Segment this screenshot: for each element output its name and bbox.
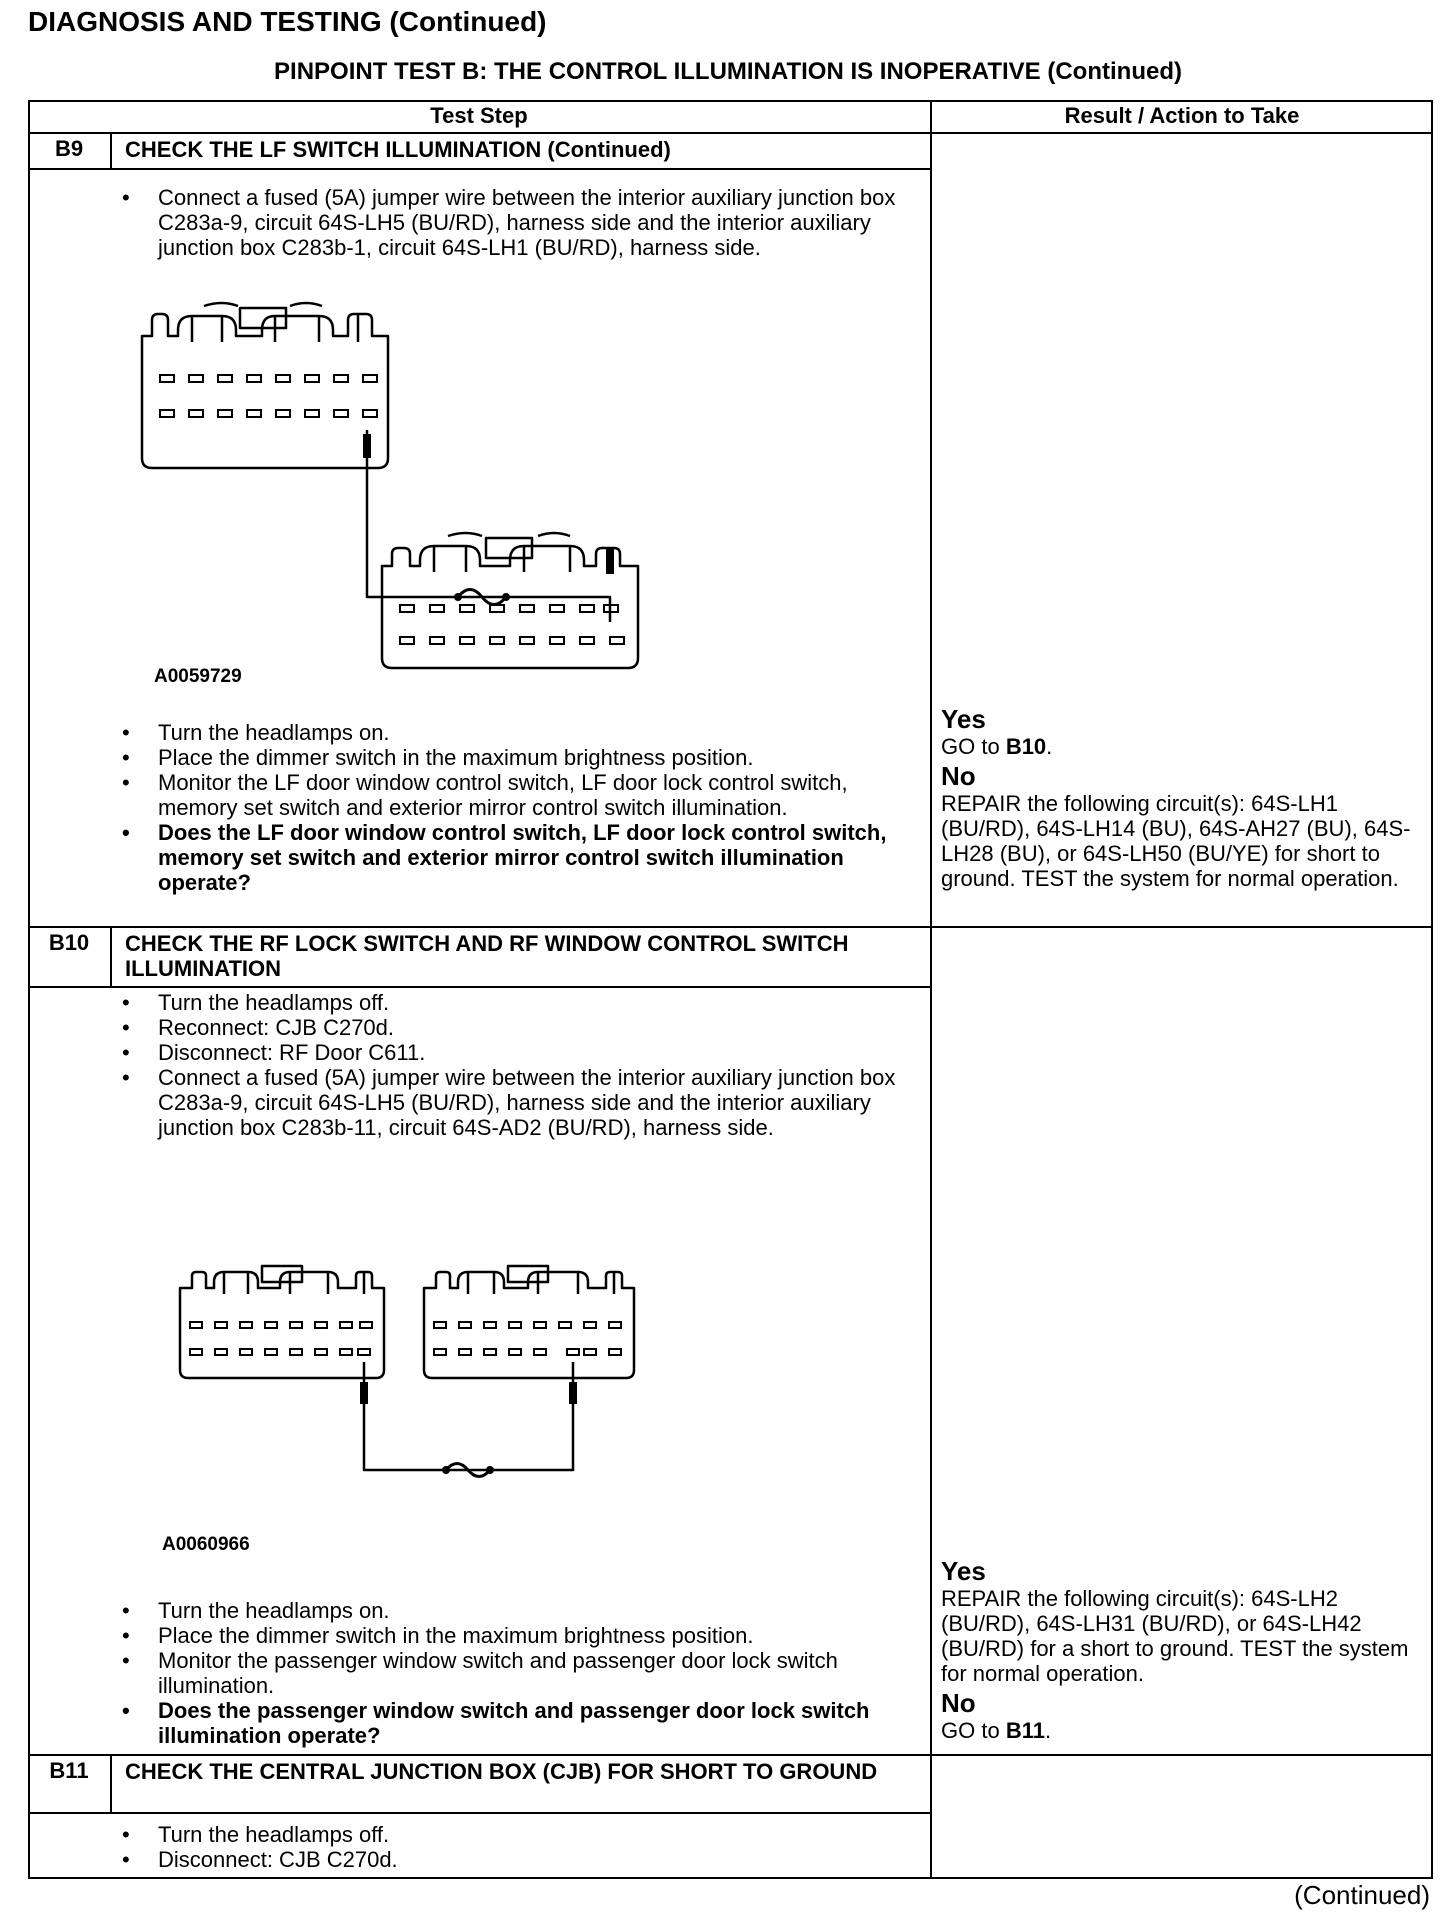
- b9-yes-text: GO to: [941, 734, 1000, 759]
- b10-result: Yes REPAIR the following circuit(s): 64S-LH2 (BU/RD), 64S-LH31 (BU/RD), or 64S-LH42 (BU/RD) for a short to ground. TEST the system for normal operation. No GO to B11.: [941, 1556, 1421, 1743]
- list-item: • Connect a fused (5A) jumper wire between the interior auxiliary junction box C283a-9, circuit 64S-LH5 (BU/RD), harness side and the interior auxiliary junction box C283b-1, circuit 64S-LH1 (BU/RD), harness side.: [116, 185, 926, 260]
- b9-no-label: No: [941, 761, 976, 791]
- list-item: • Place the dimmer switch in the maximum brightness position.: [116, 745, 926, 770]
- list-item: • Reconnect: CJB C270d.: [116, 1015, 926, 1040]
- pinpoint-test-title: PINPOINT TEST B: THE CONTROL ILLUMINATION IS INOPERATIVE (Continued): [274, 58, 1182, 85]
- page-title: DIAGNOSIS AND TESTING (Continued): [28, 6, 547, 37]
- step-id-b9: B9: [54, 136, 84, 161]
- list-item: • Turn the headlamps on.: [116, 1598, 926, 1623]
- b9-no-text: REPAIR the following circuit(s): 64S-LH1 (BU/RD), 64S-LH14 (BU), 64S-AH27 (BU), 64S-LH28 (BU), or 64S-LH50 (BU/YE) for short to ground. TEST the system for normal operation.: [941, 791, 1411, 891]
- b9-result: Yes GO to B10. No REPAIR the following circuit(s): 64S-LH1 (BU/RD), 64S-LH14 (BU), 64S-AH27 (BU), 64S-LH28 (BU), or 64S-LH50 (BU/YE) for short to ground. TEST the system for normal operation.: [941, 704, 1421, 891]
- b10-instructions-1: [116, 990, 926, 1140]
- list-item: • Turn the headlamps on.: [116, 720, 926, 745]
- step-id-b10: B10: [48, 930, 90, 955]
- result-action-column-header: Result / Action to Take: [1064, 103, 1300, 128]
- b10-yes-label: Yes: [941, 1556, 986, 1586]
- b10-jumper-wire-diagram: [178, 1260, 778, 1500]
- b10-figure-label: A0060966: [162, 1534, 250, 1555]
- jumper-wire: [367, 430, 610, 622]
- test-step-column-header: Test Step: [430, 103, 528, 128]
- b10-question: • Does the passenger window switch and passenger door lock switch illumination operate?: [116, 1698, 926, 1748]
- list-item: • Disconnect: CJB C270d.: [116, 1847, 926, 1872]
- b9-instructions-1: [116, 185, 926, 260]
- b10-no-text: GO to: [941, 1718, 1000, 1743]
- list-item: • Place the dimmer switch in the maximum brightness position.: [116, 1623, 926, 1648]
- b9-yes-label: Yes: [941, 704, 986, 734]
- step-title-b11: CHECK THE CENTRAL JUNCTION BOX (CJB) FOR SHORT TO GROUND: [125, 1759, 878, 1784]
- b9-yes-step-link[interactable]: B10: [1005, 734, 1047, 759]
- b9-instructions-2: [116, 720, 926, 895]
- continued-footer: (Continued): [1294, 1880, 1430, 1910]
- connector-c283a-diagram: [142, 303, 388, 468]
- list-item: • Monitor the LF door window control switch, LF door lock control switch, memory set switch and exterior mirror control switch illumination.: [116, 770, 926, 820]
- b10-no-label: No: [941, 1688, 976, 1718]
- connector-c283b-diagram: [424, 1266, 634, 1378]
- step-title-b9: CHECK THE LF SWITCH ILLUMINATION (Continued): [125, 137, 671, 162]
- b9-figure-label: A0059729: [154, 666, 242, 687]
- b10-yes-text: REPAIR the following circuit(s): 64S-LH2 (BU/RD), 64S-LH31 (BU/RD), or 64S-LH42 (BU/RD) for a short to ground. TEST the system for normal operation.: [941, 1586, 1409, 1686]
- list-item: • Turn the headlamps off.: [116, 1822, 926, 1847]
- list-item: • Connect a fused (5A) jumper wire between the interior auxiliary junction box C283a-9, circuit 64S-LH5 (BU/RD), harness side and the interior auxiliary junction box C283b-11, circuit 64S-AD2 (BU/RD), harness side.: [116, 1065, 926, 1140]
- connector-c283b-diagram: [382, 533, 638, 668]
- connector-c283a-diagram: [180, 1266, 384, 1378]
- step-id-b11: B11: [49, 1758, 89, 1783]
- list-item: • Monitor the passenger window switch and passenger door lock switch illumination.: [116, 1648, 926, 1698]
- b10-no-step-link[interactable]: B11: [1005, 1718, 1045, 1743]
- list-item: • Disconnect: RF Door C611.: [116, 1040, 926, 1065]
- pinpoint-test-table: [28, 100, 1433, 1879]
- list-item: • Turn the headlamps off.: [116, 990, 926, 1015]
- b10-instructions-2: [116, 1598, 926, 1748]
- step-title-b10: CHECK THE RF LOCK SWITCH AND RF WINDOW CONTROL SWITCH ILLUMINATION: [125, 931, 849, 981]
- b9-jumper-wire-diagram: [138, 300, 698, 680]
- b9-question: • Does the LF door window control switch, LF door lock control switch, memory set switch and exterior mirror control switch illumination operate?: [116, 820, 926, 895]
- b11-instructions: [116, 1822, 926, 1872]
